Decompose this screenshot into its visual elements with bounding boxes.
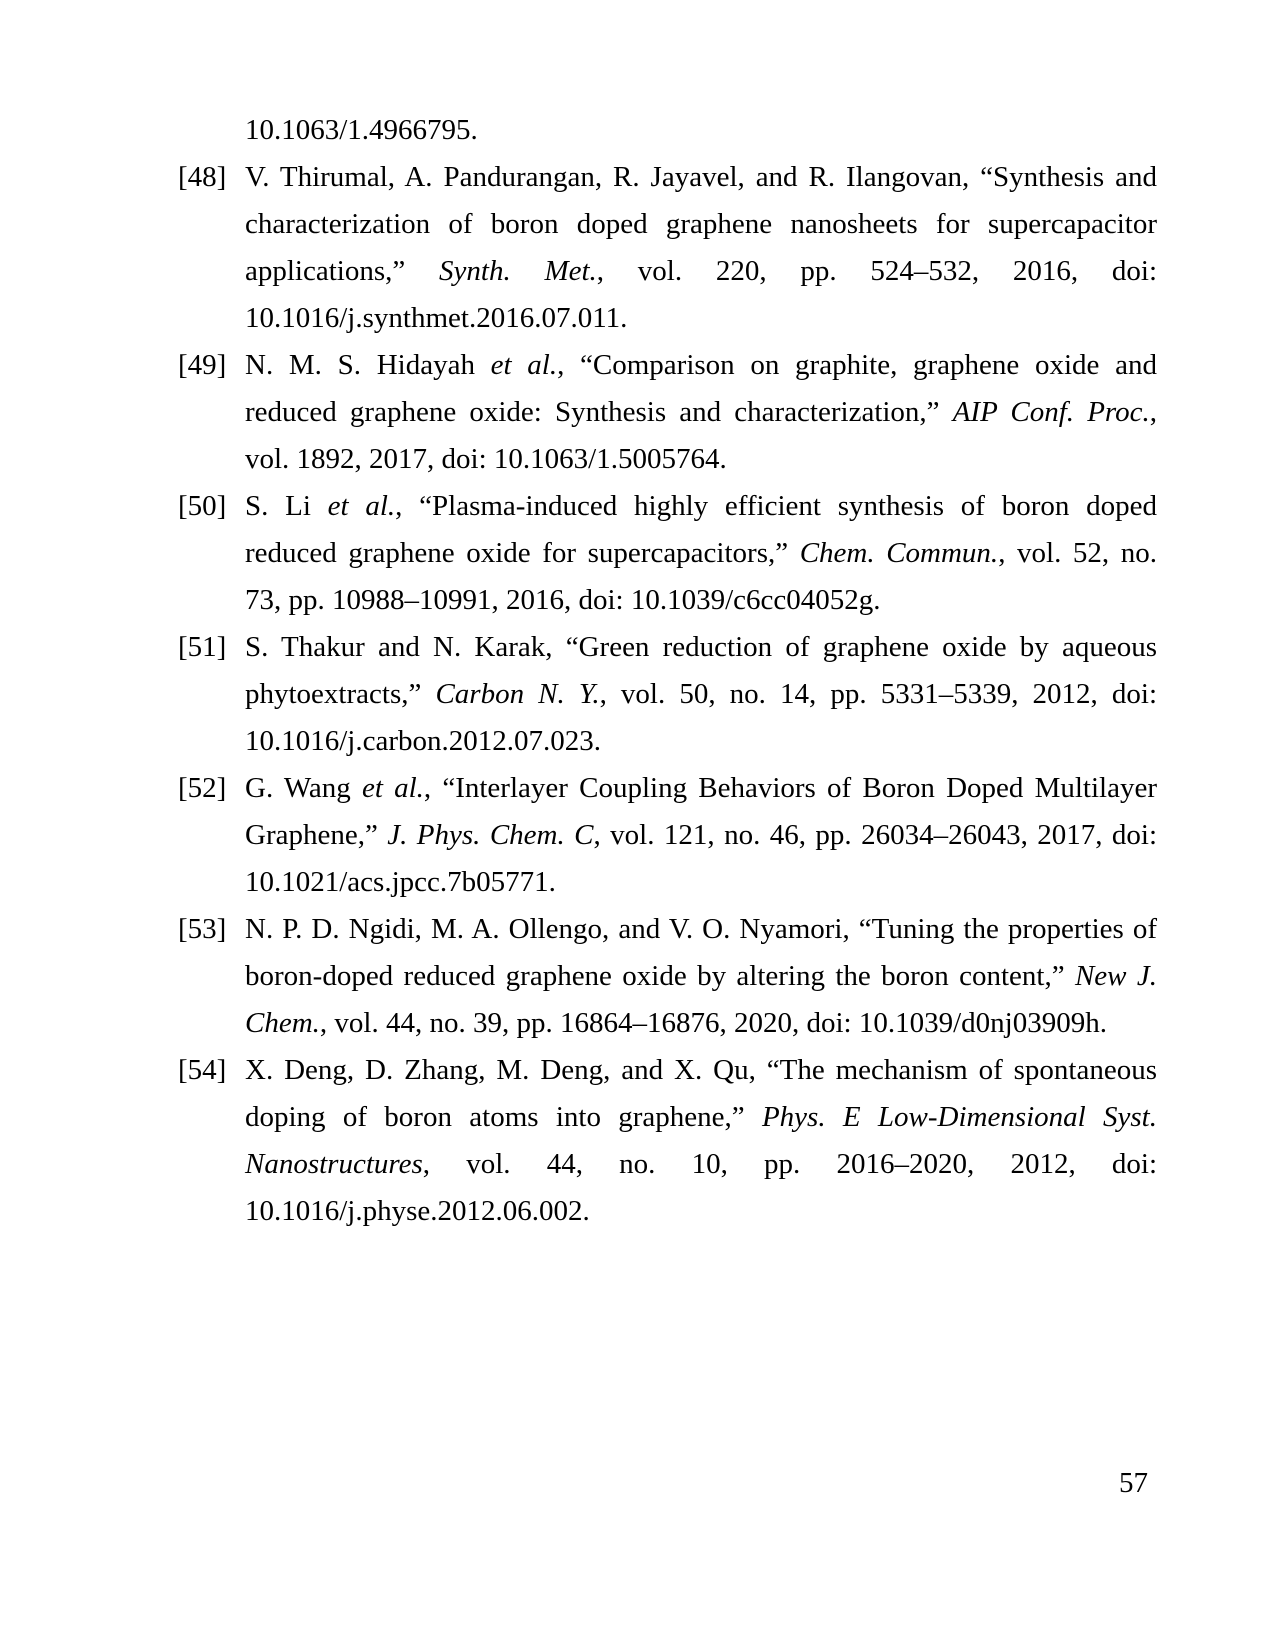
reference-text-italic-segment: Carbon N. Y. [435, 678, 600, 710]
reference-text-italic-segment: Phys. E Low-Dimensional Syst. Nanostructures [245, 1101, 1157, 1180]
reference-entry [178, 1047, 1157, 1235]
reference-text-italic-segment: AIP Conf. Proc. [952, 396, 1150, 428]
reference-text-segment: X. Deng, D. Zhang, M. Deng, and X. Qu, “The mechanism of spontaneous doping of boron atoms into graphene,” [245, 1054, 1157, 1133]
reference-text [245, 772, 1157, 898]
reference-text [245, 114, 478, 146]
reference-text-segment: V. Thirumal, A. Pandurangan, R. Jayavel, and R. Ilangovan, “Synthesis and characterization of boron doped graphene nanosheets for supercapacitor applications,” [245, 161, 1157, 287]
reference-label: [52] [178, 772, 227, 804]
reference-continuation [178, 107, 1157, 154]
reference-text-segment: , vol. 220, pp. 524–532, 2016, doi: 10.1016/j.synthmet.2016.07.011. [245, 255, 1158, 334]
reference-text-segment: , vol. 50, no. 14, pp. 5331–5339, 2012, doi: 10.1016/j.carbon.2012.07.023. [245, 678, 1157, 757]
reference-label: [50] [178, 490, 227, 522]
reference-text [245, 913, 1157, 1039]
reference-text-italic-segment: et al. [490, 349, 558, 381]
reference-text-italic-segment: J. Phys. Chem. C [387, 819, 594, 851]
reference-label: [51] [178, 631, 227, 663]
reference-label: [54] [178, 1054, 227, 1086]
reference-text-italic-segment: Synth. Met. [439, 255, 597, 287]
reference-label: [48] [178, 161, 227, 193]
reference-text [245, 1054, 1157, 1227]
reference-text-segment: , vol. 44, no. 10, pp. 2016–2020, 2012, doi: 10.1016/j.physe.2012.06.002. [245, 1148, 1157, 1227]
reference-text-segment: , vol. 52, no. 73, pp. 10988–10991, 2016, doi: 10.1039/c6cc04052g. [245, 537, 1157, 616]
reference-text-italic-segment: et al. [327, 490, 396, 522]
reference-text-segment: N. M. S. Hidayah [245, 349, 491, 381]
reference-entry [178, 342, 1157, 483]
reference-text-italic-segment: Chem. Commun. [799, 537, 999, 569]
reference-entry [178, 483, 1157, 624]
reference-text-segment: S. Thakur and N. Karak, “Green reduction of graphene oxide by aqueous phytoextracts,” [245, 631, 1157, 710]
reference-text-italic-segment: et al. [361, 772, 424, 804]
reference-text-segment: , “Interlayer Coupling Behaviors of Boron Doped Multilayer Graphene,” [245, 772, 1157, 851]
reference-text-segment: G. Wang [245, 772, 362, 804]
page-number: 57 [1119, 1467, 1148, 1499]
reference-entry [178, 765, 1157, 906]
reference-text-segment: , vol. 121, no. 46, pp. 26034–26043, 2017, doi: 10.1021/acs.jpcc.7b05771. [245, 819, 1158, 898]
reference-text [245, 490, 1157, 616]
reference-entry [178, 624, 1157, 765]
reference-text-segment: , “Plasma-induced highly efficient synthesis of boron doped reduced graphene oxide for supercapacitors,” [245, 490, 1157, 569]
reference-text-segment: , “Comparison on graphite, graphene oxide and reduced graphene oxide: Synthesis and characterization,” [245, 349, 1157, 428]
reference-text-italic-segment: New J. Chem. [245, 960, 1157, 1039]
reference-text-segment: S. Li [245, 490, 328, 522]
reference-text-segment: 10.1063/1.4966795. [245, 114, 478, 146]
reference-text-segment: , vol. 44, no. 39, pp. 16864–16876, 2020, doi: 10.1039/d0nj03909h. [319, 1007, 1107, 1039]
reference-text [245, 161, 1157, 334]
reference-text-segment: N. P. D. Ngidi, M. A. Ollengo, and V. O. Nyamori, “Tuning the properties of boron-doped reduced graphene oxide by altering the boron content,” [245, 913, 1157, 992]
reference-label: [53] [178, 913, 227, 945]
reference-text [245, 349, 1157, 475]
references-list [178, 107, 1157, 1235]
reference-text-segment: , vol. 1892, 2017, doi: 10.1063/1.5005764. [245, 396, 1157, 475]
reference-text [245, 631, 1157, 757]
reference-entry [178, 154, 1157, 342]
reference-entry [178, 906, 1157, 1047]
reference-label: [49] [178, 349, 227, 381]
